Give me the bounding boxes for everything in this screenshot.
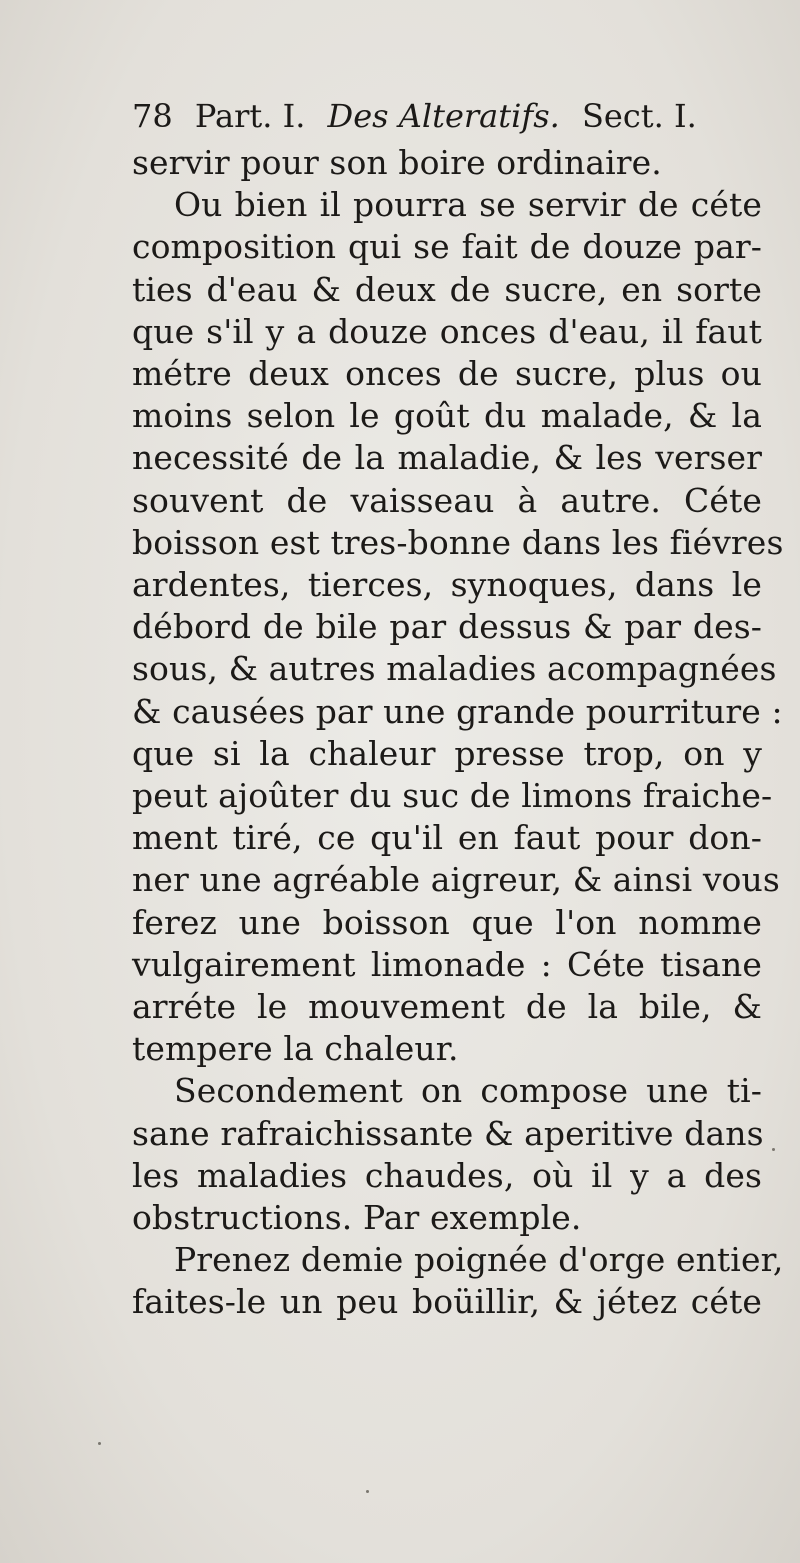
text-line: & causées par une grande pourriture :: [132, 691, 783, 731]
text-line: que si la chaleur presse trop, on y: [132, 733, 762, 773]
paragraph-start-line: Prenez demie poignée d'orge entier,: [174, 1240, 784, 1280]
text-line: que s'il y a douze onces d'eau, il faut: [132, 311, 762, 351]
paper-speck: [366, 1490, 369, 1493]
running-title: Des Alteratifs.: [327, 97, 560, 135]
paper-speck: [772, 1148, 775, 1151]
text-line: ardentes, tierces, synoques, dans le: [132, 565, 762, 605]
text-line: necessité de la maladie, & les verser: [132, 438, 762, 478]
body-text: [132, 142, 784, 1324]
paragraph-start-line: Secondement on compose une ti-: [174, 1071, 762, 1111]
text-line: sous, & autres maladies acompagnées: [132, 649, 777, 689]
text-line: vulgairement limonade : Céte tisane: [132, 944, 762, 984]
text-line: sane rafraichissante & aperitive dans: [132, 1113, 764, 1153]
text-line: métre deux onces de sucre, plus ou: [132, 354, 762, 394]
text-line: débord de bile par dessus & par des-: [132, 607, 762, 647]
text-line: les maladies chaudes, où il y a des: [132, 1155, 762, 1195]
part-label: Part. I.: [194, 97, 306, 135]
section-label: Sect. I.: [581, 97, 697, 135]
text-line: ment tiré, ce qu'il en faut pour don-: [132, 818, 762, 858]
text-line: servir pour son boire ordinaire.: [132, 143, 662, 182]
paper-speck: [98, 1442, 101, 1445]
text-line: tempere la chaleur.: [132, 1029, 459, 1069]
text-line: ner une agréable aigreur, & ainsi vous: [132, 860, 780, 900]
running-header: [132, 96, 762, 136]
paragraph-start-line: Ou bien il pourra se servir de céte: [174, 185, 762, 225]
text-line: ferez une boisson que l'on nomme: [132, 902, 762, 942]
text-line: faites-le un peu boüillir, & jétez céte: [132, 1282, 762, 1322]
text-line: ties d'eau & deux de sucre, en sorte: [132, 269, 762, 309]
text-line: composition qui se fait de douze par-: [132, 227, 762, 267]
text-line: boisson est tres-bonne dans les fiévres: [132, 522, 784, 562]
text-line: obstructions. Par exemple.: [132, 1198, 582, 1238]
text-line: peut ajoûter du suc de limons fraiche-: [132, 776, 773, 816]
text-line: souvent de vaisseau à autre. Céte: [132, 480, 762, 520]
text-line: moins selon le goût du malade, & la: [132, 396, 762, 436]
page-number: 78: [132, 97, 173, 135]
text-line: arréte le mouvement de la bile, &: [132, 987, 762, 1027]
